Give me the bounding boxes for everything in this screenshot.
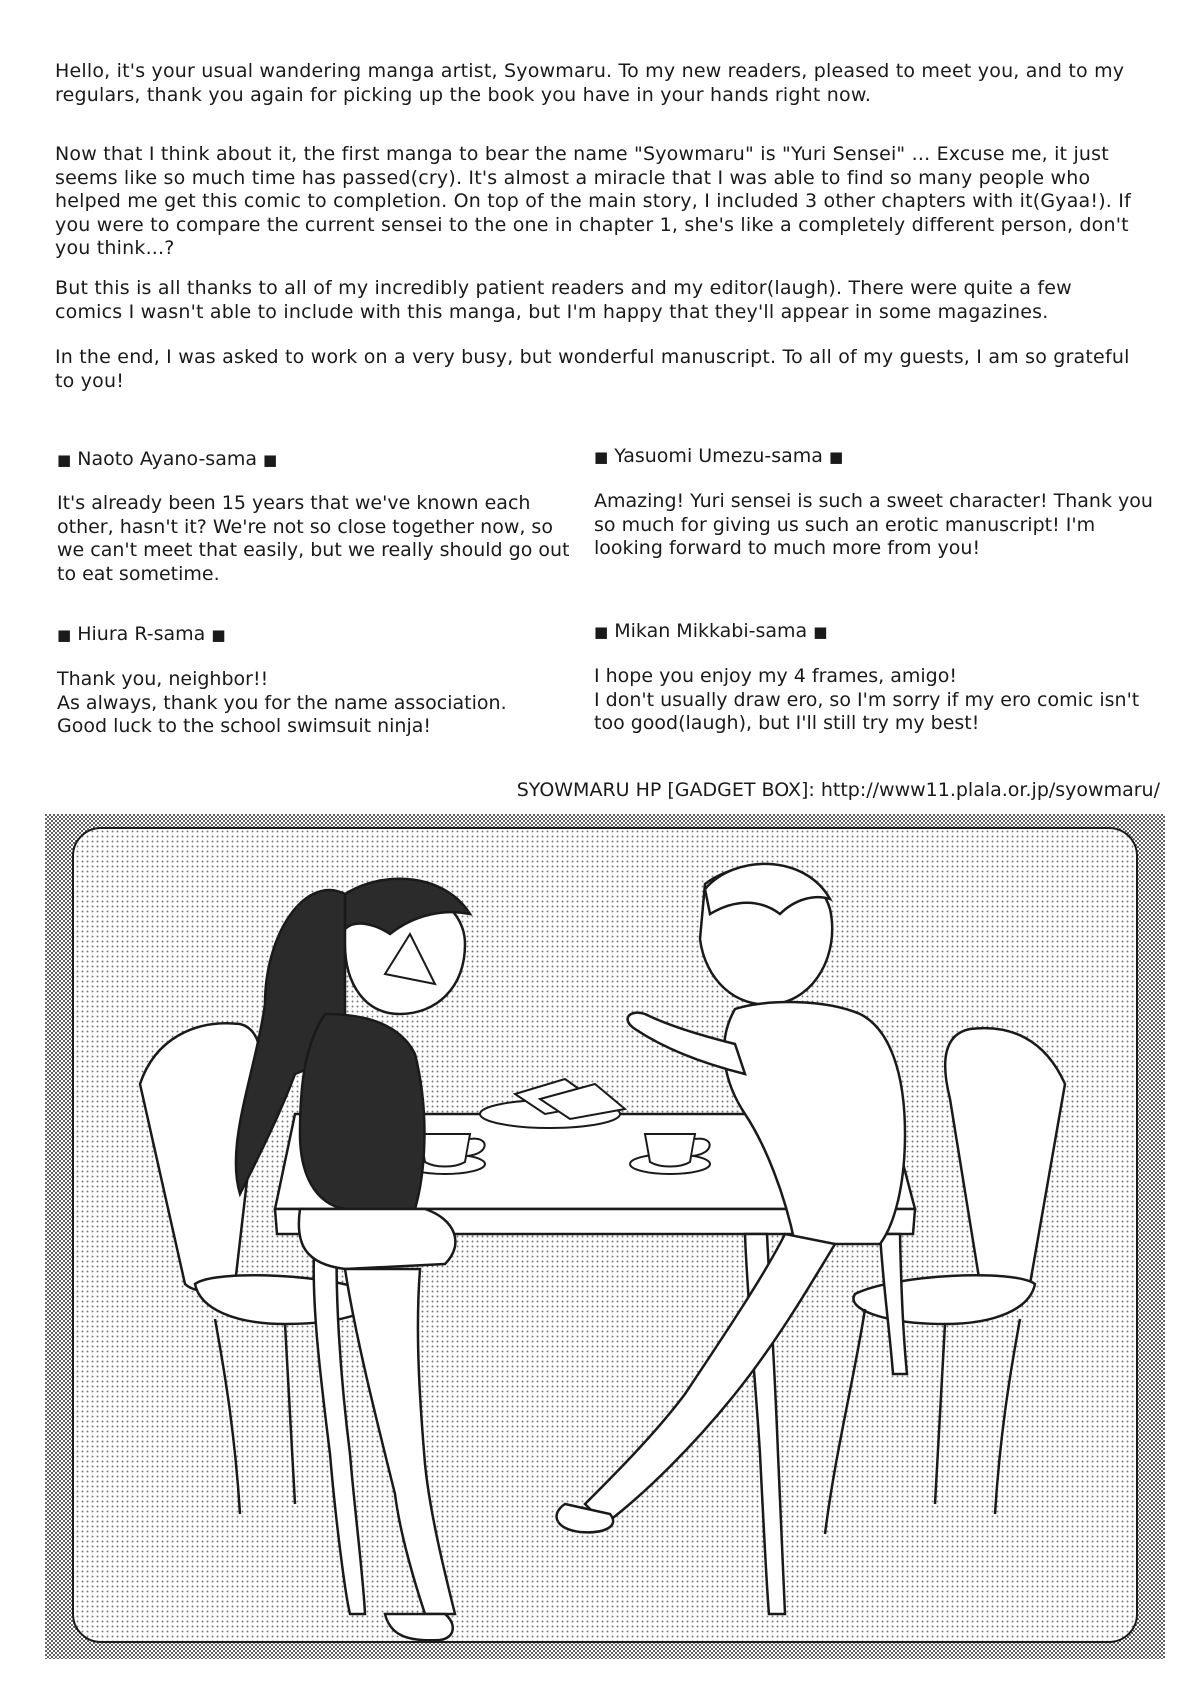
guest-message-naoto-ayano: It's already been 15 years that we've known each other, hasn't it? We're not so close together now, so we can't meet that easily, but we really should go out to eat sometime. — [57, 492, 570, 585]
guest-name-text: Hiura R-sama — [77, 623, 206, 645]
bullet-square: ■ — [263, 451, 278, 469]
intro-paragraph-1: Hello, it's your usual wandering manga artist, Syowmaru. To my new readers, pleased to meet you, and to my regulars, thank you again for picking up the book you have in your hands right now. — [55, 60, 1125, 106]
guest-name-text: Naoto Ayano-sama — [77, 448, 257, 470]
illustration-tea-table — [45, 814, 1165, 1659]
intro-paragraph-2: Now that I think about it, the first manga to bear the name "Syowmaru" is "Yuri Sensei" ... Excuse me, it just seems like so much time has passed(cry). It's almost a miracle that I was able to find so many people who helped me get this comic to completion. On top of the main story, I included 3 other chapters with it(Gyaa!). If you were to compare the current sensei to the one in chapter 1, she's like a completely different person, don't you think...? — [55, 143, 1131, 259]
guest-name-yasuomi-umezu — [594, 445, 1154, 469]
guest-name-mikan-mikkabi — [594, 620, 1154, 644]
guest-message-hiura-r: Thank you, neighbor!! As always, thank you for the name association. Good luck to the school swimsuit ninja! — [57, 668, 507, 737]
intro-paragraph-3: But this is all thanks to all of my incredibly patient readers and my editor(laugh). There were quite a few comics I wasn't able to include with this manga, but I'm happy that they'll appear in some magazines. — [55, 277, 1072, 323]
guest-name-text: Mikan Mikkabi-sama — [614, 620, 808, 642]
homepage-url: SYOWMARU HP [GADGET BOX]: http://www11.plala.or.jp/syowmaru/ — [516, 779, 1160, 801]
bullet-square: ■ — [211, 626, 226, 644]
guest-name-naoto-ayano — [57, 448, 577, 472]
bullet-square: ■ — [828, 448, 844, 466]
bullet-square: ■ — [57, 626, 72, 644]
bullet-square: ■ — [594, 623, 609, 641]
guest-name-hiura-r — [57, 623, 577, 647]
bullet-square: ■ — [594, 448, 609, 466]
guest-message-yasuomi-umezu: Amazing! Yuri sensei is such a sweet character! Thank you so much for giving us such an erotic manuscript! I'm looking forward to much more from you! — [594, 490, 1153, 559]
bullet-square: ■ — [813, 623, 828, 641]
intro-paragraph-4: In the end, I was asked to work on a very busy, but wonderful manuscript. To all of my guests, I am so grateful to you! — [55, 346, 1130, 392]
bullet-square: ■ — [57, 451, 72, 469]
guest-name-text: Yasuomi Umezu-sama — [614, 445, 823, 467]
guest-message-mikan-mikkabi: I hope you enjoy my 4 frames, amigo! I don't usually draw ero, so I'm sorry if my ero comic isn't too good(laugh), but I'll still try my best! — [594, 665, 1140, 734]
